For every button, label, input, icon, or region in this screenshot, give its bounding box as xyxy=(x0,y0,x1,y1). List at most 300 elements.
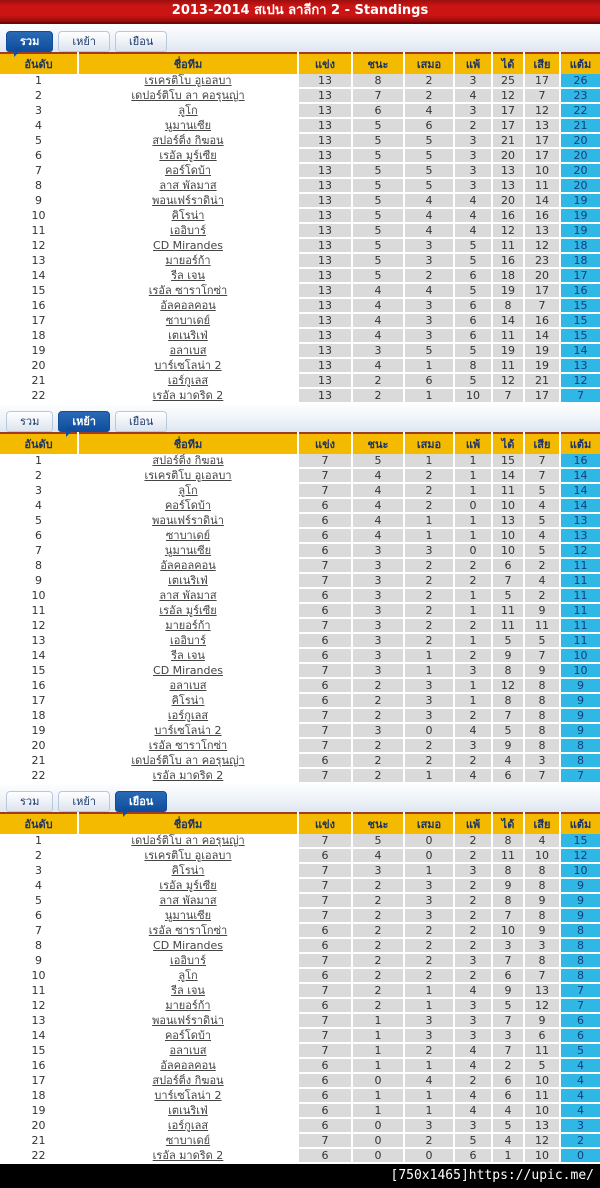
table-row xyxy=(0,208,600,223)
cell-goals_for: 9 xyxy=(492,983,524,998)
cell-goals_against: 8 xyxy=(524,678,560,693)
cell-goals_for: 1 xyxy=(492,1148,524,1163)
cell-points: 14 xyxy=(560,498,600,513)
col-drawn: เสมอ xyxy=(404,433,454,454)
team-link[interactable]: เรอัล มูร์เซีย xyxy=(159,879,217,892)
cell-team xyxy=(78,208,298,223)
cell-played: 7 xyxy=(298,573,352,588)
table-row xyxy=(0,738,600,753)
team-link[interactable]: เดปอร์ติโบ ลา คอรุนญ่า xyxy=(131,754,245,767)
cell-goals_against: 5 xyxy=(524,633,560,648)
tab-total[interactable]: รวม xyxy=(6,411,53,432)
col-won: ชนะ xyxy=(352,53,404,74)
cell-lost: 4 xyxy=(454,193,492,208)
cell-rank: 15 xyxy=(0,663,78,678)
team-link[interactable]: นูมานเซีย xyxy=(164,544,212,557)
team-link[interactable]: เรเครติโบ อูเอลบา xyxy=(144,469,232,482)
cell-won: 3 xyxy=(352,618,404,633)
cell-won: 5 xyxy=(352,238,404,253)
team-link[interactable]: อลาเบส xyxy=(169,1044,207,1057)
team-link[interactable]: เตเนริเฟ่ xyxy=(168,1104,208,1117)
table-row xyxy=(0,178,600,193)
cell-team xyxy=(78,74,298,88)
cell-won: 2 xyxy=(352,693,404,708)
cell-drawn: 1 xyxy=(404,863,454,878)
cell-drawn: 3 xyxy=(404,708,454,723)
cell-team xyxy=(78,468,298,483)
cell-played: 13 xyxy=(298,88,352,103)
team-link[interactable]: ลูโก xyxy=(178,484,198,497)
cell-lost: 3 xyxy=(454,133,492,148)
cell-won: 2 xyxy=(352,678,404,693)
team-link[interactable]: เรอัล ซาราโกซ่า xyxy=(148,739,228,752)
cell-points: 11 xyxy=(560,603,600,618)
cell-played: 13 xyxy=(298,178,352,193)
cell-goals_for: 18 xyxy=(492,268,524,283)
table-row xyxy=(0,573,600,588)
cell-drawn: 5 xyxy=(404,148,454,163)
team-link[interactable]: เอร์กูเลส xyxy=(167,374,209,387)
cell-points: 20 xyxy=(560,178,600,193)
cell-points: 10 xyxy=(560,648,600,663)
cell-played: 13 xyxy=(298,208,352,223)
team-link[interactable]: เตเนริเฟ่ xyxy=(168,574,208,587)
cell-points: 4 xyxy=(560,1088,600,1103)
table-row xyxy=(0,1133,600,1148)
cell-goals_for: 14 xyxy=(492,313,524,328)
team-link[interactable]: คอร์โดบ้า xyxy=(164,164,212,177)
cell-drawn: 2 xyxy=(404,1133,454,1148)
cell-team xyxy=(78,298,298,313)
team-link[interactable]: ซาบาเดย์ xyxy=(165,529,211,542)
team-link[interactable]: เออิบาร์ xyxy=(169,224,207,237)
cell-goals_for: 19 xyxy=(492,343,524,358)
team-link[interactable]: อัลคอลคอน xyxy=(160,559,216,572)
cell-team xyxy=(78,1088,298,1103)
cell-won: 5 xyxy=(352,268,404,283)
cell-points: 14 xyxy=(560,483,600,498)
table-row xyxy=(0,998,600,1013)
cell-played: 13 xyxy=(298,373,352,388)
cell-played: 13 xyxy=(298,118,352,133)
cell-rank: 8 xyxy=(0,558,78,573)
cell-team xyxy=(78,618,298,633)
cell-goals_against: 13 xyxy=(524,223,560,238)
cell-lost: 4 xyxy=(454,1103,492,1118)
cell-lost: 0 xyxy=(454,543,492,558)
cell-team xyxy=(78,603,298,618)
cell-team xyxy=(78,103,298,118)
team-link[interactable]: คิโรน่า xyxy=(171,864,205,877)
cell-lost: 4 xyxy=(454,723,492,738)
cell-team xyxy=(78,483,298,498)
cell-goals_against: 9 xyxy=(524,1013,560,1028)
cell-played: 6 xyxy=(298,633,352,648)
cell-rank: 11 xyxy=(0,223,78,238)
team-link[interactable]: เออิบาร์ xyxy=(169,954,207,967)
cell-rank: 14 xyxy=(0,648,78,663)
cell-goals_for: 8 xyxy=(492,663,524,678)
table-row xyxy=(0,343,600,358)
cell-goals_for: 8 xyxy=(492,693,524,708)
col-lost: แพ้ xyxy=(454,433,492,454)
cell-won: 4 xyxy=(352,498,404,513)
table-row xyxy=(0,528,600,543)
cell-team xyxy=(78,723,298,738)
cell-goals_for: 14 xyxy=(492,468,524,483)
cell-drawn: 2 xyxy=(404,953,454,968)
cell-team xyxy=(78,543,298,558)
table-row xyxy=(0,923,600,938)
team-link[interactable]: รีล เจน xyxy=(171,984,205,997)
team-link[interactable]: คอร์โดบ้า xyxy=(164,499,212,512)
cell-drawn: 4 xyxy=(404,208,454,223)
col-team: ชื่อทีม xyxy=(78,53,298,74)
cell-goals_against: 16 xyxy=(524,313,560,328)
cell-goals_against: 14 xyxy=(524,193,560,208)
cell-team xyxy=(78,834,298,848)
team-link[interactable]: ลูโก xyxy=(178,104,198,117)
team-link[interactable]: พอนเฟร์ราดิน่า xyxy=(152,194,224,207)
cell-played: 6 xyxy=(298,848,352,863)
cell-played: 6 xyxy=(298,678,352,693)
cell-goals_for: 5 xyxy=(492,1118,524,1133)
team-link[interactable]: CD Mirandes xyxy=(153,239,223,252)
cell-played: 7 xyxy=(298,908,352,923)
table-row xyxy=(0,558,600,573)
cell-won: 4 xyxy=(352,513,404,528)
cell-points: 7 xyxy=(560,768,600,783)
cell-goals_against: 4 xyxy=(524,498,560,513)
cell-played: 7 xyxy=(298,893,352,908)
cell-played: 13 xyxy=(298,103,352,118)
team-link[interactable]: เรอัล มูร์เซีย xyxy=(159,604,217,617)
cell-drawn: 2 xyxy=(404,558,454,573)
team-link[interactable]: เรอัล มาดริด 2 xyxy=(152,769,224,782)
cell-points: 11 xyxy=(560,573,600,588)
cell-drawn: 2 xyxy=(404,588,454,603)
col-rank: อันดับ xyxy=(0,53,78,74)
team-link[interactable]: เอร์กูเลส xyxy=(167,709,209,722)
cell-lost: 4 xyxy=(454,1058,492,1073)
team-link[interactable]: พอนเฟร์ราดิน่า xyxy=(152,514,224,527)
cell-points: 9 xyxy=(560,693,600,708)
team-link[interactable]: คิโรน่า xyxy=(171,694,205,707)
team-link[interactable]: มายอร์ก้า xyxy=(165,999,211,1012)
cell-drawn: 3 xyxy=(404,298,454,313)
team-link[interactable]: บาร์เซโลน่า 2 xyxy=(154,724,222,737)
col-played: แข่ง xyxy=(298,53,352,74)
team-link[interactable]: CD Mirandes xyxy=(153,664,223,677)
cell-played: 13 xyxy=(298,283,352,298)
cell-played: 7 xyxy=(298,738,352,753)
cell-goals_against: 8 xyxy=(524,708,560,723)
team-link[interactable]: รีล เจน xyxy=(171,649,205,662)
team-link[interactable]: CD Mirandes xyxy=(153,939,223,952)
team-link[interactable]: มายอร์ก้า xyxy=(165,619,211,632)
team-link[interactable]: นูมานเซีย xyxy=(164,119,212,132)
cell-points: 12 xyxy=(560,848,600,863)
cell-lost: 2 xyxy=(454,908,492,923)
cell-points: 8 xyxy=(560,738,600,753)
cell-goals_for: 4 xyxy=(492,753,524,768)
table-row xyxy=(0,953,600,968)
cell-points: 12 xyxy=(560,373,600,388)
cell-drawn: 0 xyxy=(404,1148,454,1163)
cell-played: 6 xyxy=(298,498,352,513)
cell-played: 7 xyxy=(298,618,352,633)
cell-rank: 12 xyxy=(0,618,78,633)
cell-lost: 1 xyxy=(454,633,492,648)
tab-away[interactable]: เยือน xyxy=(115,31,167,52)
cell-team xyxy=(78,983,298,998)
table-row xyxy=(0,468,600,483)
cell-lost: 5 xyxy=(454,253,492,268)
team-link[interactable]: อัลคอลคอน xyxy=(160,299,216,312)
standings-sections xyxy=(0,24,600,1164)
cell-drawn: 4 xyxy=(404,103,454,118)
cell-rank: 22 xyxy=(0,768,78,783)
cell-rank: 10 xyxy=(0,208,78,223)
cell-played: 13 xyxy=(298,343,352,358)
table-row xyxy=(0,298,600,313)
cell-points: 16 xyxy=(560,454,600,468)
table-row xyxy=(0,1013,600,1028)
team-link[interactable]: เรเครติโบ อูเอลบา xyxy=(144,849,232,862)
cell-goals_against: 8 xyxy=(524,693,560,708)
cell-goals_against: 8 xyxy=(524,863,560,878)
tab-home[interactable]: เหย้า xyxy=(58,791,110,812)
cell-points: 9 xyxy=(560,893,600,908)
team-link[interactable]: ลาส พัลมาส xyxy=(159,589,217,602)
cell-played: 7 xyxy=(298,983,352,998)
cell-won: 0 xyxy=(352,1148,404,1163)
team-link[interactable]: สปอร์ติ้ง กิฆอน xyxy=(152,134,224,147)
team-link[interactable]: เรอัล มาดริด 2 xyxy=(152,1149,224,1162)
team-link[interactable]: พอนเฟร์ราดิน่า xyxy=(152,1014,224,1027)
cell-won: 3 xyxy=(352,723,404,738)
cell-points: 15 xyxy=(560,313,600,328)
cell-played: 13 xyxy=(298,74,352,88)
table-row xyxy=(0,878,600,893)
table-row xyxy=(0,358,600,373)
cell-lost: 2 xyxy=(454,878,492,893)
table-row xyxy=(0,74,600,88)
cell-rank: 17 xyxy=(0,313,78,328)
table-row xyxy=(0,163,600,178)
cell-lost: 4 xyxy=(454,208,492,223)
team-link[interactable]: ลาส พัลมาส xyxy=(159,894,217,907)
cell-rank: 20 xyxy=(0,738,78,753)
cell-won: 5 xyxy=(352,223,404,238)
cell-goals_for: 16 xyxy=(492,208,524,223)
cell-goals_against: 8 xyxy=(524,908,560,923)
table-row xyxy=(0,863,600,878)
cell-points: 11 xyxy=(560,588,600,603)
cell-drawn: 3 xyxy=(404,678,454,693)
cell-goals_against: 14 xyxy=(524,328,560,343)
cell-points: 6 xyxy=(560,1013,600,1028)
cell-drawn: 2 xyxy=(404,753,454,768)
team-link[interactable]: สปอร์ติ้ง กิฆอน xyxy=(152,454,224,467)
cell-rank: 21 xyxy=(0,1133,78,1148)
col-goals_against: เสีย xyxy=(524,53,560,74)
team-link[interactable]: ลูโก xyxy=(178,969,198,982)
team-link[interactable]: สปอร์ติ้ง กิฆอน xyxy=(152,1074,224,1087)
cell-points: 18 xyxy=(560,238,600,253)
cell-goals_for: 11 xyxy=(492,618,524,633)
cell-drawn: 2 xyxy=(404,468,454,483)
tab-home[interactable]: เหย้า xyxy=(58,411,110,432)
cell-rank: 14 xyxy=(0,268,78,283)
image-host-bar xyxy=(0,1164,600,1188)
cell-team xyxy=(78,923,298,938)
cell-rank: 12 xyxy=(0,998,78,1013)
cell-points: 19 xyxy=(560,208,600,223)
cell-goals_against: 12 xyxy=(524,103,560,118)
cell-won: 2 xyxy=(352,738,404,753)
tab-away[interactable]: เยือน xyxy=(115,411,167,432)
cell-won: 2 xyxy=(352,998,404,1013)
cell-goals_against: 21 xyxy=(524,373,560,388)
cell-goals_for: 3 xyxy=(492,938,524,953)
cell-goals_for: 9 xyxy=(492,738,524,753)
cell-played: 6 xyxy=(298,1103,352,1118)
cell-team xyxy=(78,358,298,373)
team-link[interactable]: นูมานเซีย xyxy=(164,909,212,922)
col-goals_for: ได้ xyxy=(492,813,524,834)
cell-goals_for: 10 xyxy=(492,498,524,513)
cell-goals_against: 23 xyxy=(524,253,560,268)
team-link[interactable]: เรอัล ซาราโกซ่า xyxy=(148,284,228,297)
team-link[interactable]: เรอัล มาดริด 2 xyxy=(152,389,224,402)
team-link[interactable]: บาร์เซโลน่า 2 xyxy=(154,359,222,372)
team-link[interactable]: เรเครติโบ อูเอลบา xyxy=(144,74,232,87)
cell-rank: 22 xyxy=(0,1148,78,1163)
cell-rank: 2 xyxy=(0,848,78,863)
cell-played: 7 xyxy=(298,878,352,893)
cell-goals_for: 20 xyxy=(492,148,524,163)
cell-goals_for: 7 xyxy=(492,1043,524,1058)
cell-drawn: 2 xyxy=(404,1043,454,1058)
cell-goals_for: 6 xyxy=(492,1073,524,1088)
team-link[interactable]: เดปอร์ติโบ ลา คอรุนญ่า xyxy=(131,834,245,847)
cell-team xyxy=(78,253,298,268)
cell-goals_for: 15 xyxy=(492,454,524,468)
cell-goals_against: 20 xyxy=(524,268,560,283)
tab-total[interactable]: รวม xyxy=(6,791,53,812)
team-link[interactable]: ลาส พัลมาส xyxy=(159,179,217,192)
cell-rank: 13 xyxy=(0,1013,78,1028)
cell-played: 13 xyxy=(298,313,352,328)
cell-drawn: 2 xyxy=(404,968,454,983)
cell-won: 2 xyxy=(352,753,404,768)
team-link[interactable]: คิโรน่า xyxy=(171,209,205,222)
team-link[interactable]: เรอัล มูร์เซีย xyxy=(159,149,217,162)
cell-drawn: 5 xyxy=(404,163,454,178)
cell-goals_for: 11 xyxy=(492,483,524,498)
team-link[interactable]: ซาบาเดย์ xyxy=(165,1134,211,1147)
cell-won: 2 xyxy=(352,938,404,953)
tab-home[interactable]: เหย้า xyxy=(58,31,110,52)
table-row xyxy=(0,193,600,208)
team-link[interactable]: เรอัล ซาราโกซ่า xyxy=(148,924,228,937)
cell-rank: 6 xyxy=(0,908,78,923)
cell-played: 7 xyxy=(298,663,352,678)
col-goals_against: เสีย xyxy=(524,813,560,834)
cell-rank: 1 xyxy=(0,74,78,88)
cell-points: 11 xyxy=(560,558,600,573)
tab-away[interactable]: เยือน xyxy=(115,791,167,812)
cell-rank: 10 xyxy=(0,588,78,603)
team-link[interactable]: มายอร์ก้า xyxy=(165,254,211,267)
cell-rank: 22 xyxy=(0,388,78,403)
team-link[interactable]: เตเนริเฟ่ xyxy=(168,329,208,342)
cell-rank: 9 xyxy=(0,193,78,208)
cell-drawn: 3 xyxy=(404,313,454,328)
team-link[interactable]: อลาเบส xyxy=(169,344,207,357)
team-link[interactable]: เอร์กูเลส xyxy=(167,1119,209,1132)
cell-won: 5 xyxy=(352,118,404,133)
team-link[interactable]: เดปอร์ติโบ ลา คอรุนญ่า xyxy=(131,89,245,102)
cell-lost: 2 xyxy=(454,648,492,663)
cell-team xyxy=(78,1073,298,1088)
table-row xyxy=(0,648,600,663)
table-row xyxy=(0,313,600,328)
cell-team xyxy=(78,388,298,403)
cell-played: 13 xyxy=(298,148,352,163)
header-row xyxy=(0,433,600,454)
team-link[interactable]: อัลคอลคอน xyxy=(160,1059,216,1072)
cell-points: 26 xyxy=(560,74,600,88)
cell-lost: 4 xyxy=(454,1043,492,1058)
cell-points: 20 xyxy=(560,163,600,178)
cell-points: 8 xyxy=(560,968,600,983)
cell-rank: 13 xyxy=(0,633,78,648)
col-played: แข่ง xyxy=(298,433,352,454)
cell-points: 6 xyxy=(560,1028,600,1043)
cell-team xyxy=(78,328,298,343)
cell-rank: 14 xyxy=(0,1028,78,1043)
team-link[interactable]: บาร์เซโลน่า 2 xyxy=(154,1089,222,1102)
team-link[interactable]: คอร์โดบ้า xyxy=(164,1029,212,1042)
cell-rank: 1 xyxy=(0,834,78,848)
cell-lost: 1 xyxy=(454,603,492,618)
cell-team xyxy=(78,88,298,103)
tab-total[interactable]: รวม xyxy=(6,31,53,52)
cell-points: 14 xyxy=(560,468,600,483)
cell-played: 6 xyxy=(298,588,352,603)
cell-played: 7 xyxy=(298,468,352,483)
cell-drawn: 6 xyxy=(404,373,454,388)
cell-lost: 1 xyxy=(454,588,492,603)
cell-rank: 7 xyxy=(0,923,78,938)
team-link[interactable]: เออิบาร์ xyxy=(169,634,207,647)
cell-points: 3 xyxy=(560,1118,600,1133)
cell-rank: 21 xyxy=(0,753,78,768)
team-link[interactable]: ซาบาเดย์ xyxy=(165,314,211,327)
team-link[interactable]: อลาเบส xyxy=(169,679,207,692)
cell-rank: 11 xyxy=(0,983,78,998)
cell-goals_for: 8 xyxy=(492,298,524,313)
cell-goals_for: 2 xyxy=(492,1058,524,1073)
cell-lost: 6 xyxy=(454,313,492,328)
cell-won: 2 xyxy=(352,983,404,998)
cell-rank: 21 xyxy=(0,373,78,388)
team-link[interactable]: รีล เจน xyxy=(171,269,205,282)
cell-rank: 5 xyxy=(0,893,78,908)
cell-won: 5 xyxy=(352,208,404,223)
